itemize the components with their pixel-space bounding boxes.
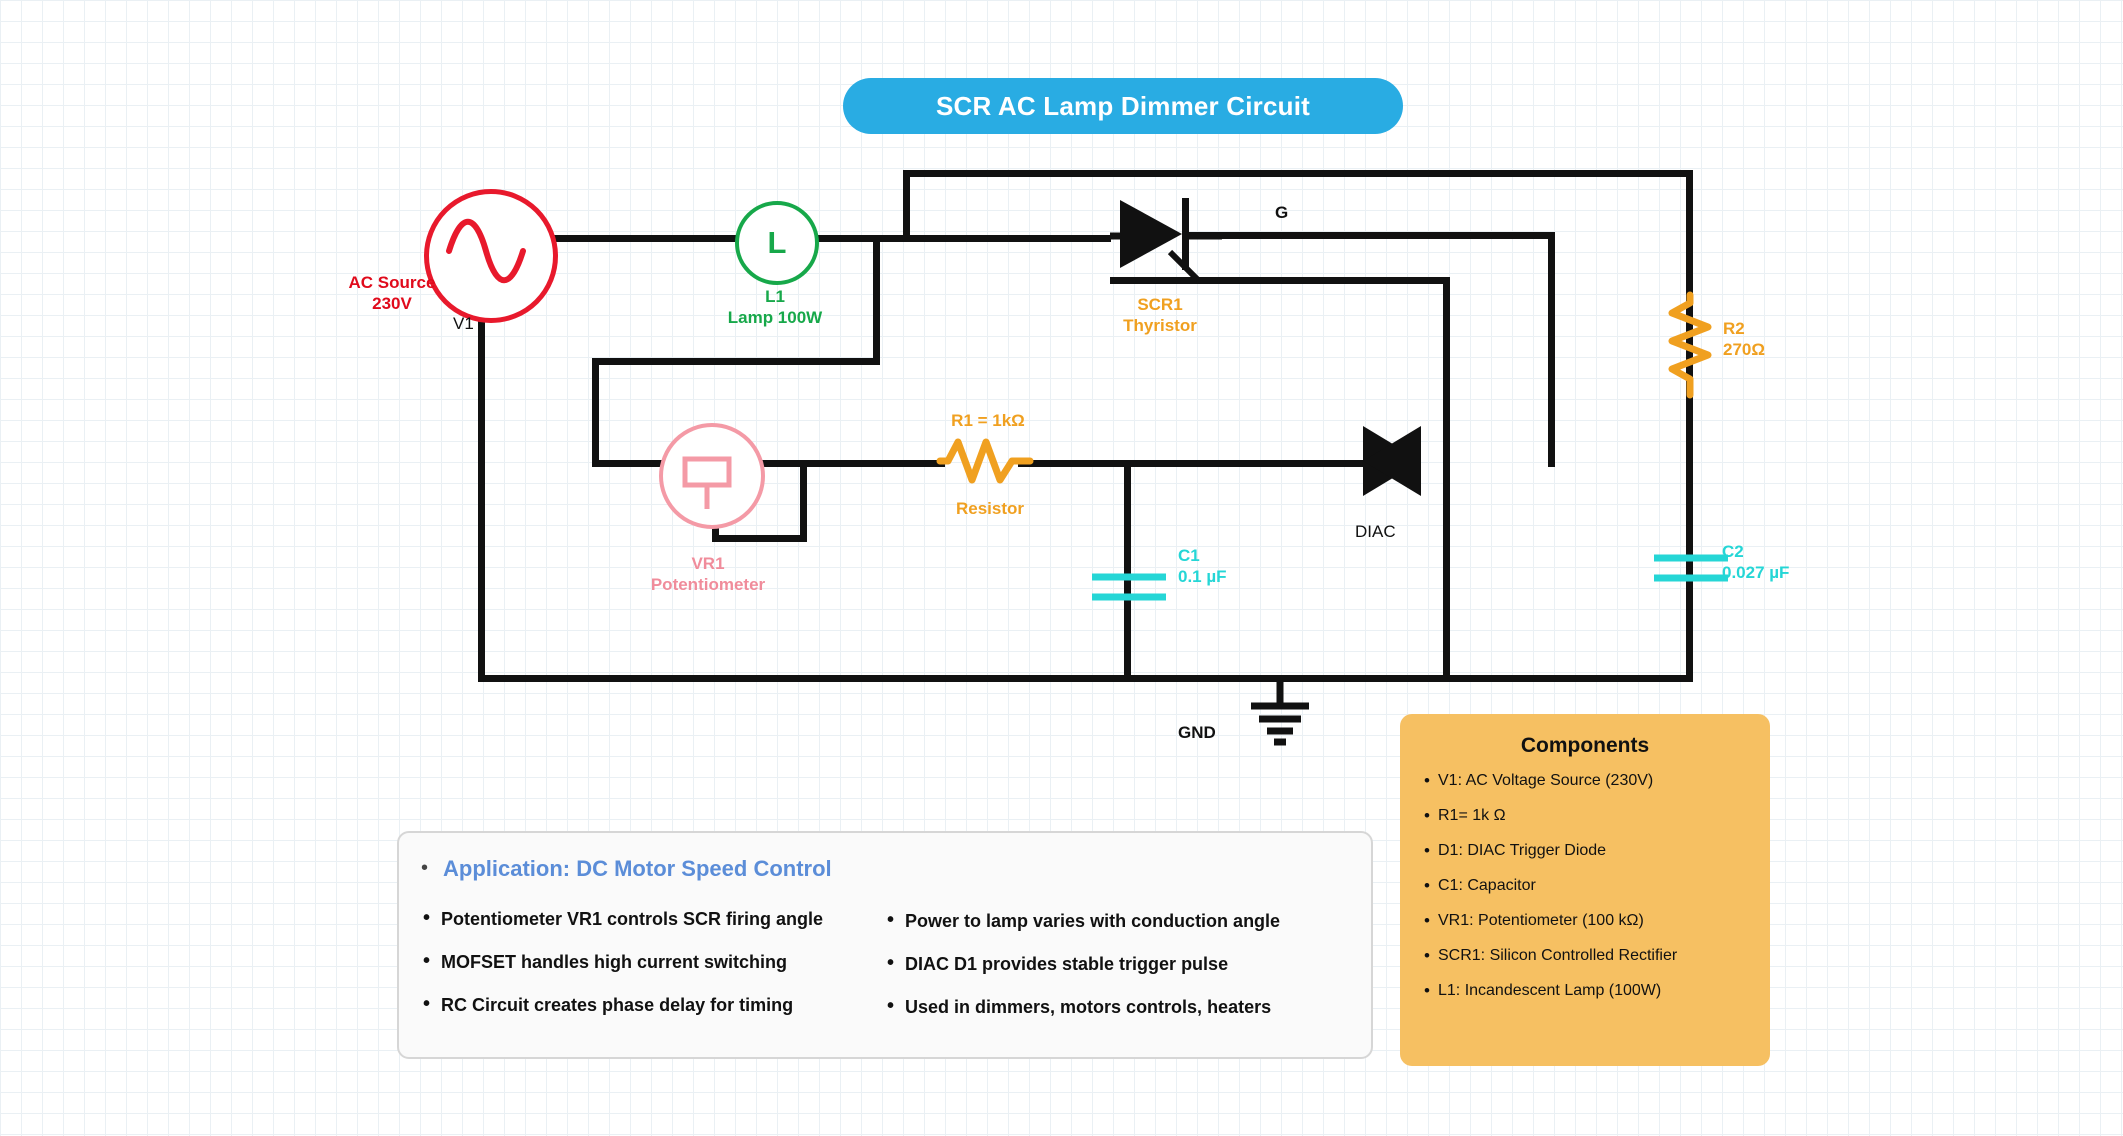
list-item: • Potentiometer VR1 controls SCR firing angle xyxy=(423,909,823,930)
list-item: • D1: DIAC Trigger Diode xyxy=(1426,842,1752,860)
wire-pot-tap-right xyxy=(712,535,807,542)
wire-scr-to-diac-drop xyxy=(1548,232,1555,467)
r1-resistor-symbol xyxy=(940,432,1030,490)
c1-capacitor-symbol xyxy=(1090,567,1168,607)
vr1-label-line1: VR1 xyxy=(691,554,725,573)
lamp-label-line1: L1 xyxy=(765,287,785,306)
scr-thyristor-symbol xyxy=(1110,190,1225,285)
diac-label: DIAC xyxy=(1355,522,1396,541)
wire-r1-to-diac xyxy=(1018,460,1318,467)
list-item: • DIAC D1 provides stable trigger pulse xyxy=(887,954,1280,975)
r1-label: R1 = 1kΩ xyxy=(951,411,1025,430)
list-item: • Power to lamp varies with conduction angle xyxy=(887,911,1280,932)
c2-label-line2: 0.027 µF xyxy=(1722,563,1790,583)
application-panel xyxy=(397,831,1373,1059)
wire-source-to-lamp xyxy=(545,235,740,242)
vr1-label-line2: Potentiometer xyxy=(650,575,766,595)
diac-symbol xyxy=(1355,420,1455,505)
wire-top-rail xyxy=(903,170,1693,177)
wire-left-branch-drop xyxy=(592,358,599,463)
scr-label-line2: Thyristor xyxy=(1123,316,1197,336)
c2-label-line1: C2 xyxy=(1722,542,1744,561)
scr-label-line1: SCR1 xyxy=(1137,295,1183,314)
potentiometer-icon xyxy=(663,427,753,517)
c2-capacitor-symbol xyxy=(1652,548,1730,588)
diagram-title-text: SCR AC Lamp Dimmer Circuit xyxy=(935,90,1311,121)
list-item: • V1: AC Voltage Source (230V) xyxy=(1426,772,1752,790)
r2-label-line1: R2 xyxy=(1723,319,1745,338)
c1-label-line2: 0.1 µF xyxy=(1178,567,1227,587)
wire-lamp-node-drop xyxy=(873,235,880,365)
diagram-title xyxy=(843,78,1403,134)
wire-lamp-to-scr xyxy=(806,235,1111,242)
application-left-column xyxy=(423,909,823,1038)
wire-c1-to-gnd xyxy=(1124,600,1131,682)
ground-symbol xyxy=(1245,678,1315,750)
c1-label-line1: C1 xyxy=(1178,546,1200,565)
wire-top-left-drop xyxy=(903,170,910,240)
components-list xyxy=(1400,772,1770,1000)
list-item: • MOFSET handles high current switching xyxy=(423,952,823,973)
ac-source-label-line1: AC Source xyxy=(348,273,436,292)
r2-label-line2: 270Ω xyxy=(1723,340,1765,360)
list-item: • RC Circuit creates phase delay for timing xyxy=(423,995,823,1016)
lamp-label-line2: Lamp 100W xyxy=(727,308,823,328)
list-item: • C1: Capacitor xyxy=(1426,877,1752,895)
wire-scr-cathode xyxy=(1188,232,1554,239)
list-item: • Used in dimmers, motors controls, heaters xyxy=(887,997,1280,1018)
gate-label: G xyxy=(1275,203,1289,222)
list-item: • R1= 1k Ω xyxy=(1426,807,1752,825)
ac-source-label-line2: 230V xyxy=(372,294,412,314)
wire-right-rail xyxy=(1686,170,1693,682)
v1-label: V1 xyxy=(453,314,474,333)
potentiometer-symbol xyxy=(659,423,765,529)
lamp-glyph: L xyxy=(767,225,787,260)
wire-bottom-rail xyxy=(478,675,1693,682)
list-item: • L1: Incandescent Lamp (100W) xyxy=(1426,982,1752,1000)
list-item: • SCR1: Silicon Controlled Rectifier xyxy=(1426,947,1752,965)
application-panel-title: Application: DC Motor Speed Control xyxy=(443,856,832,881)
wire-pot-tap-up xyxy=(800,460,807,542)
r2-resistor-symbol xyxy=(1660,295,1720,395)
components-panel xyxy=(1400,714,1770,1066)
gnd-label: GND xyxy=(1178,723,1216,742)
application-right-column xyxy=(887,911,1280,1040)
list-item: • VR1: Potentiometer (100 kΩ) xyxy=(1426,912,1752,930)
wire-lamp-node-left xyxy=(592,358,880,365)
wire-pot-to-r1 xyxy=(755,460,945,467)
resistor-label: Resistor xyxy=(955,499,1025,518)
bullet-icon: • xyxy=(421,857,429,879)
lamp-symbol xyxy=(735,201,819,285)
components-panel-title: Components xyxy=(1520,734,1650,757)
